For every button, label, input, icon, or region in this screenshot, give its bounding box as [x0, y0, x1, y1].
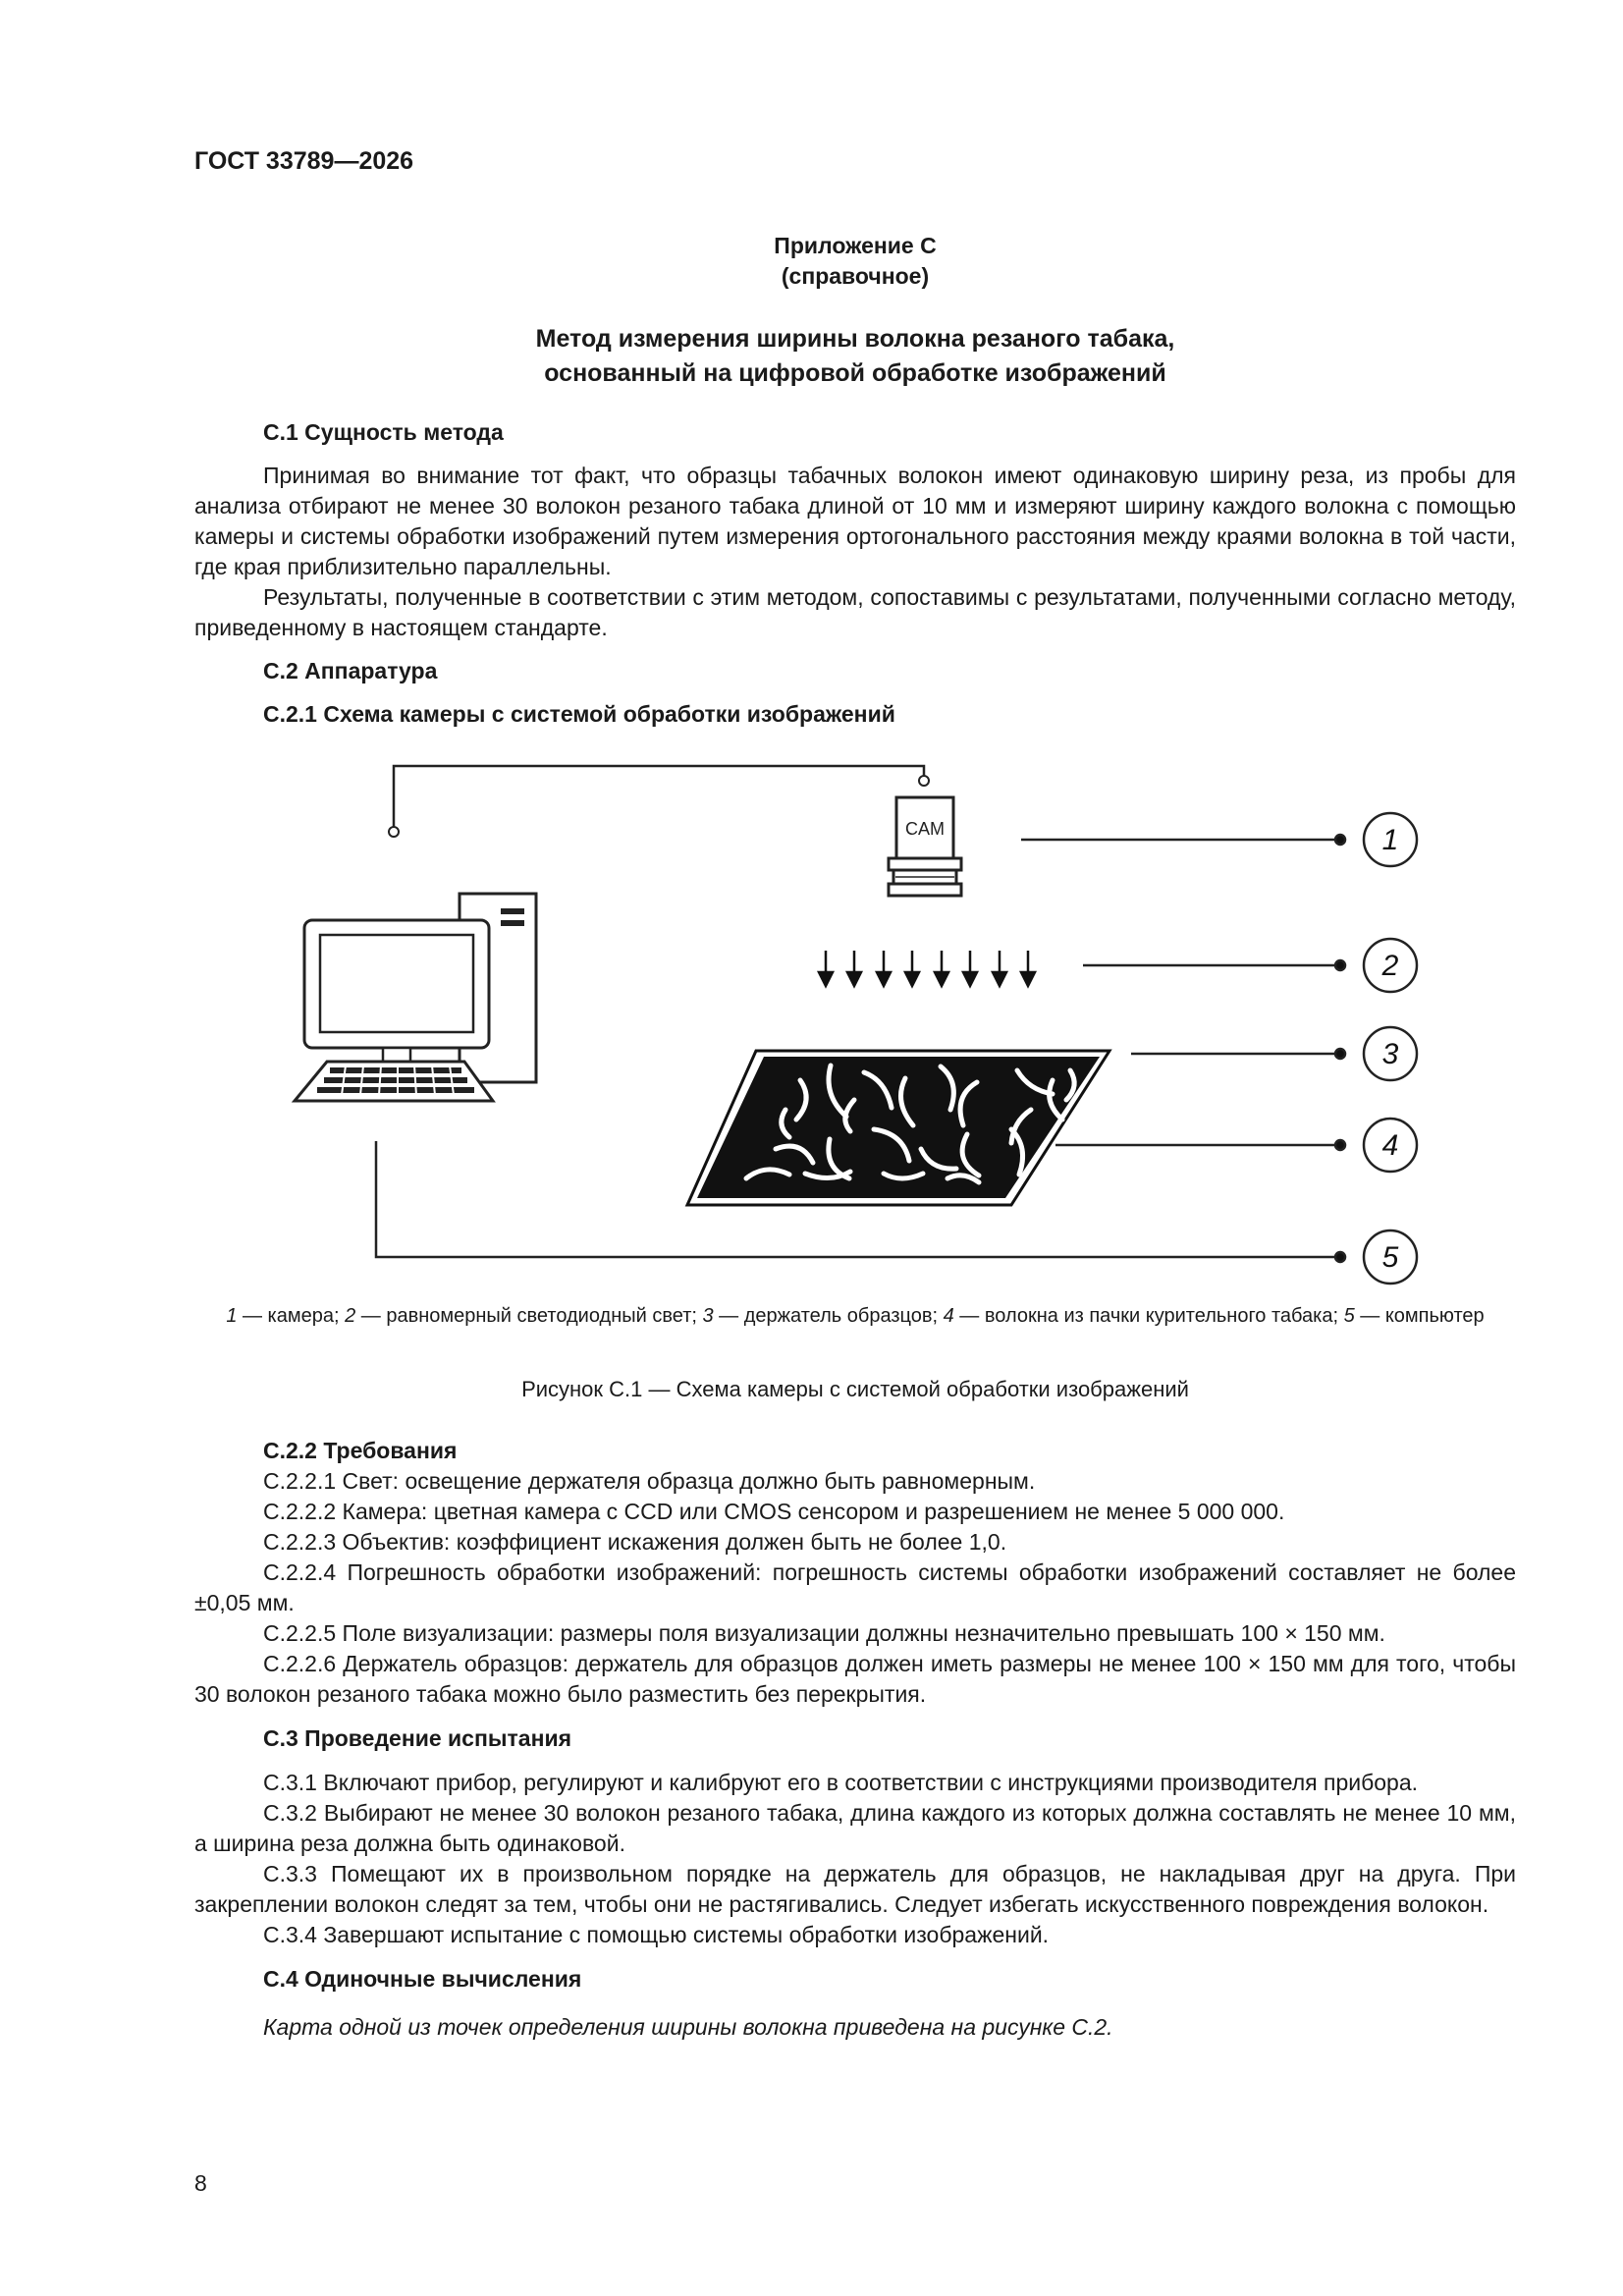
paragraph: Карта одной из точек определения ширины волокна приведена на рисунке С.2. [263, 2014, 1113, 2040]
legend-number: 1 [226, 1305, 238, 1327]
section-heading: С.1 Сущность метода [263, 419, 504, 445]
document-code: ГОСТ 33789—2026 [194, 147, 414, 175]
cable-terminal [919, 776, 929, 786]
requirement-item: С.2.2.4 Погрешность обработки изображений: погрешность системы обработки изображений составляет не более ±0,05 мм. [194, 1559, 1516, 1615]
appendix-label: Приложение С [774, 233, 937, 258]
sample-holder [687, 1051, 1109, 1205]
section-heading: С.3 Проведение испытания [263, 1725, 572, 1751]
cable-terminal [389, 827, 399, 837]
title-line-1: Метод измерения ширины волокна резаного табака, [535, 325, 1175, 353]
procedure-item: С.3.3 Помещают их в произвольном порядке на держатель для образцов, не накладывая друг на друга. При закреплении волокон следят за тем, чтобы они не растягивались. Следует избегать искусственного повреждения волокон. [194, 1861, 1516, 1917]
legend-text: — держатель образцов; [713, 1305, 944, 1327]
computer-icon [295, 894, 536, 1101]
requirement-item: С.2.2.5 Поле визуализации: размеры поля визуализации должны незначительно превышать 100 × 150 мм. [263, 1620, 1385, 1646]
procedure-item: С.3.2 Выбирают не менее 30 волокон резаного табака, длина каждого из которых должна составлять не менее 10 мм, а ширина реза должна быть одинаковой. [194, 1800, 1516, 1856]
requirement-item: С.2.2.6 Держатель образцов: держатель для образцов должен иметь размеры не менее 100 × 150 мм для того, чтобы 30 волокон резаного табака можно было разместить без перекрытия. [194, 1651, 1516, 1707]
legend-text: — волокна из пачки курительного табака; [953, 1305, 1344, 1327]
section-heading: С.2.2 Требования [263, 1438, 458, 1463]
callout-1: 1 [1381, 824, 1399, 856]
section-c22 [194, 1436, 1516, 2043]
legend-text: — равномерный светодиодный свет; [355, 1305, 703, 1327]
figure-legend [194, 1302, 1516, 1330]
requirement-item: С.2.2.1 Свет: освещение держателя образца должно быть равномерным. [263, 1468, 1036, 1494]
title-line-2: основанный на цифровой обработке изображений [544, 359, 1166, 387]
callout-5: 5 [1381, 1241, 1399, 1274]
camera-label: CAM [905, 819, 945, 839]
paragraph: Результаты, полученные в соответствии с этим методом, сопоставимы с результатами, полученными согласно методу, приведенному в настоящем стандарте. [194, 584, 1516, 640]
requirement-item: С.2.2.3 Объектив: коэффициент искажения должен быть не более 1,0. [263, 1529, 1007, 1555]
legend-number: 5 [1343, 1305, 1355, 1327]
legend-number: 4 [943, 1305, 954, 1327]
camera-cable [394, 766, 924, 830]
callout-3: 3 [1381, 1038, 1399, 1070]
legend-text: — компьютер [1354, 1305, 1485, 1327]
camera-icon [889, 797, 961, 896]
procedure-item: С.3.4 Завершают испытание с помощью системы обработки изображений. [263, 1922, 1050, 1947]
legend-text: — камера; [237, 1305, 346, 1327]
figure-caption: Рисунок С.1 — Схема камеры с системой обработки изображений [521, 1377, 1189, 1401]
subsection-heading: С.2.1 Схема камеры с системой обработки изображений [263, 701, 895, 727]
legend-number: 2 [345, 1305, 356, 1327]
led-light-arrows [819, 951, 1035, 986]
legend-number: 3 [702, 1305, 714, 1327]
appendix-type: (справочное) [781, 263, 930, 289]
callout-2: 2 [1381, 950, 1399, 982]
page-number: 8 [194, 2170, 207, 2196]
requirement-item: С.2.2.2 Камера: цветная камера с CCD или CMOS сенсором и разрешением не менее 5 000 000. [263, 1499, 1285, 1524]
callout-4: 4 [1381, 1129, 1399, 1162]
callouts [1364, 813, 1417, 1284]
section-heading: С.4 Одиночные вычисления [263, 1966, 582, 1992]
paragraph: Принимая во внимание тот факт, что образцы табачных волокон имеют одинаковую ширину реза, из пробы для анализа отбирают не менее 30 волокон резаного табака длиной от 10 мм и измеряют ширину каждого волокна с помощью камеры и системы обработки изображений путем измерения ортогонального расстояния между краями волокна в той части, где края приблизительно параллельны. [194, 463, 1516, 579]
section-heading: С.2 Аппаратура [263, 658, 438, 683]
procedure-item: С.3.1 Включают прибор, регулируют и калибруют его в соответствии с инструкциями производителя прибора. [263, 1770, 1419, 1795]
